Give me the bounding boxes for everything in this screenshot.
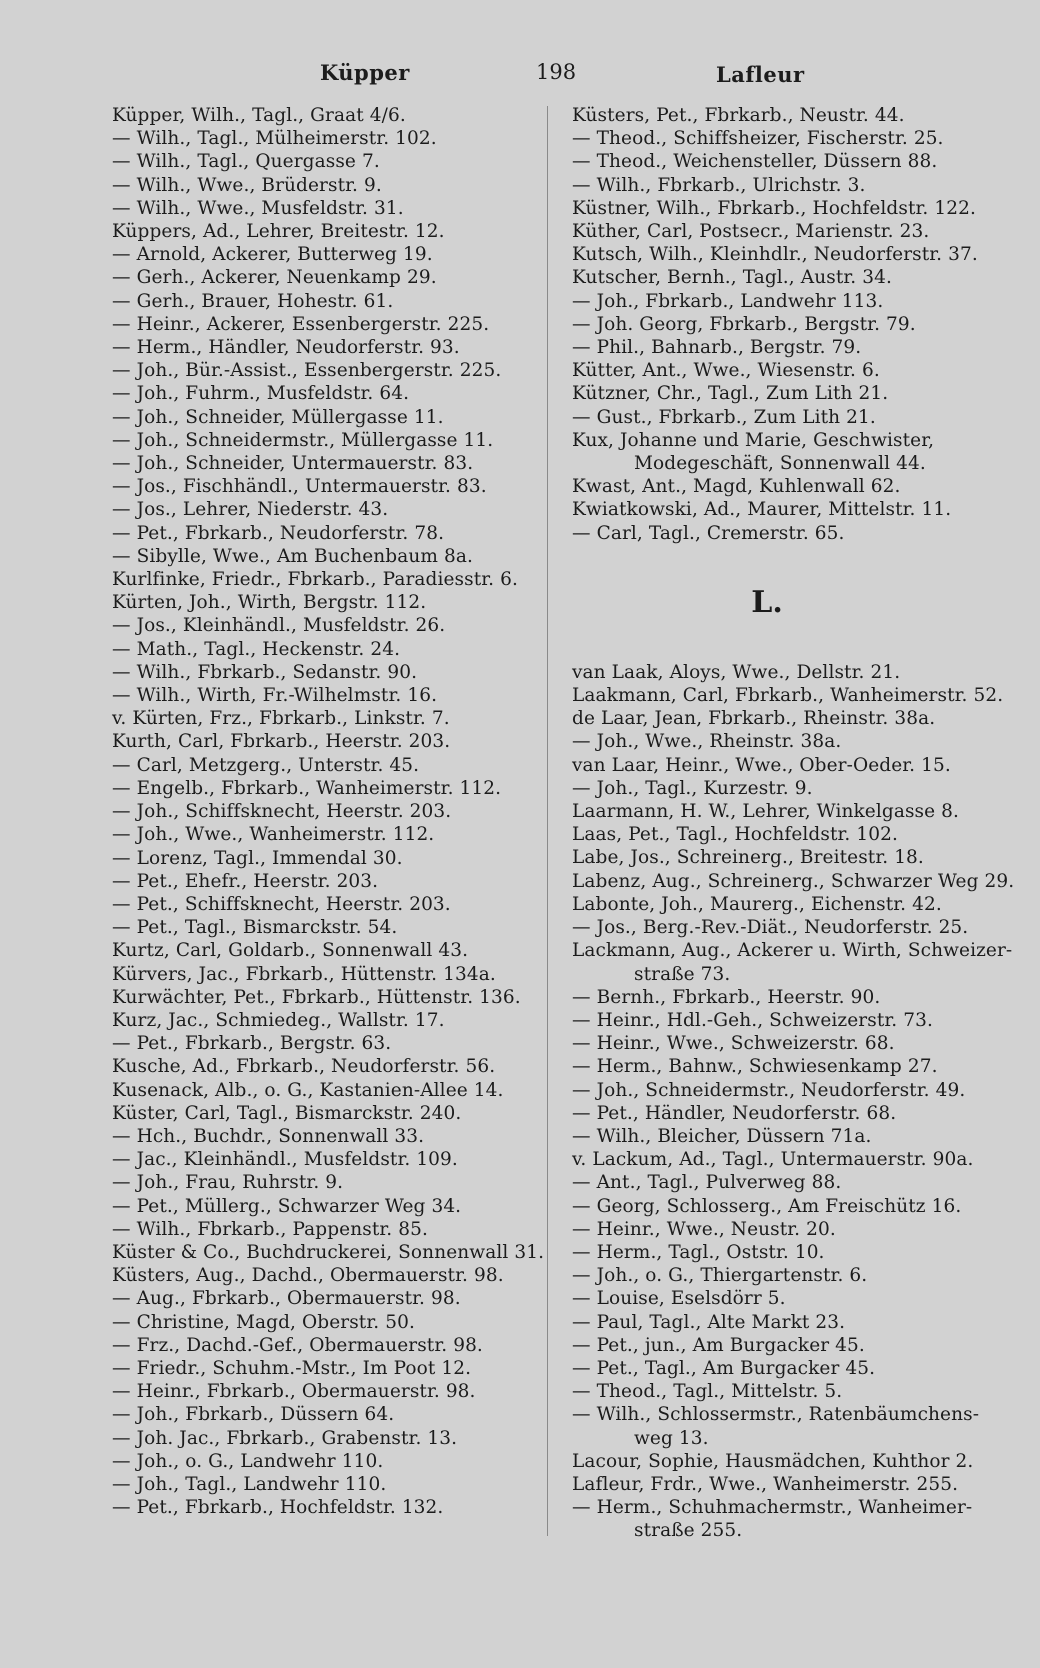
directory-entry: v. Kürten, Frz., Fbrkarb., Linkstr. 7. <box>112 708 450 730</box>
directory-entry: — Jos., Berg.-Rev.-Diät., Neudorferstr. 25. <box>572 917 969 939</box>
directory-entry: — Paul, Tagl., Alte Markt 23. <box>572 1311 846 1333</box>
directory-entry: Kürten, Joh., Wirth, Bergstr. 112. <box>112 592 427 614</box>
directory-entry: — Wilh., Fbrkarb., Ulrichstr. 3. <box>572 174 866 196</box>
left-column <box>112 104 544 1519</box>
directory-entry: Lackmann, Aug., Ackerer u. Wirth, Schweizer- <box>572 940 1013 962</box>
directory-entry: — Joh., Frau, Ruhrstr. 9. <box>112 1172 344 1194</box>
directory-entry: weg 13. <box>634 1427 709 1449</box>
directory-entry: — Hch., Buchdr., Sonnenwall 33. <box>112 1125 425 1147</box>
directory-entry: — Gust., Fbrkarb., Zum Lith 21. <box>572 406 876 428</box>
section-gap <box>572 545 1002 567</box>
directory-entry: — Wilh., Schlossermstr., Ratenbäumchens- <box>572 1404 980 1426</box>
directory-entry: Küther, Carl, Postsecr., Marienstr. 23. <box>572 221 930 243</box>
directory-entry: — Pet., Fbrkarb., Neudorferstr. 78. <box>112 522 445 544</box>
directory-entry: — Herm., Schuhmachermstr., Wanheimer- <box>572 1497 973 1519</box>
directory-entry: — Jac., Kleinhändl., Musfeldstr. 109. <box>112 1149 458 1171</box>
directory-entry: Kurth, Carl, Fbrkarb., Heerstr. 203. <box>112 731 451 753</box>
directory-entry: v. Lackum, Ad., Tagl., Untermauerstr. 90a. <box>572 1149 974 1171</box>
directory-entry: — Ant., Tagl., Pulverweg 88. <box>572 1172 842 1194</box>
directory-entry: Küster, Carl, Tagl., Bismarckstr. 240. <box>112 1102 462 1124</box>
directory-entry: — Heinr., Fbrkarb., Obermauerstr. 98. <box>112 1381 476 1403</box>
directory-entry: — Wilh., Tagl., Mülheimerstr. 102. <box>112 128 437 150</box>
directory-entry: — Aug., Fbrkarb., Obermauerstr. 98. <box>112 1288 461 1310</box>
directory-entry: — Friedr., Schuhm.-Mstr., Im Poot 12. <box>112 1357 472 1379</box>
directory-entry: — Joh., o. G., Landwehr 110. <box>112 1450 384 1472</box>
directory-entry: — Bernh., Fbrkarb., Heerstr. 90. <box>572 986 881 1008</box>
directory-entry: — Jos., Kleinhändl., Musfeldstr. 26. <box>112 615 446 637</box>
right-column-bottom <box>572 661 1015 1543</box>
directory-entry: — Wilh., Fbrkarb., Sedanstr. 90. <box>112 661 418 683</box>
directory-entry: — Gerh., Ackerer, Neuenkamp 29. <box>112 267 437 289</box>
directory-entry: Kütter, Ant., Wwe., Wiesenstr. 6. <box>572 360 880 382</box>
section-gap <box>572 639 1002 661</box>
running-head <box>0 56 1040 92</box>
directory-entry: — Joh., Schneidermstr., Neudorferstr. 49. <box>572 1079 966 1101</box>
directory-entry: Kürvers, Jac., Fbrkarb., Hüttenstr. 134a. <box>112 963 496 985</box>
directory-entry: Küpper, Wilh., Tagl., Graat 4/6. <box>112 105 406 126</box>
directory-entry: Kwast, Ant., Magd, Kuhlenwall 62. <box>572 476 901 498</box>
directory-entry: — Heinr., Wwe., Schweizerstr. 68. <box>572 1033 895 1055</box>
directory-entry: Laarmann, H. W., Lehrer, Winkelgasse 8. <box>572 801 960 823</box>
directory-entry: — Heinr., Wwe., Neustr. 20. <box>572 1218 836 1240</box>
directory-entry: Kux, Johanne und Marie, Geschwister, <box>572 429 935 451</box>
directory-entry: — Frz., Dachd.-Gef., Obermauerstr. 98. <box>112 1334 483 1356</box>
directory-entry: — Pet., Fbrkarb., Bergstr. 63. <box>112 1033 392 1055</box>
directory-entry: Kurz, Jac., Schmiedeg., Wallstr. 17. <box>112 1009 445 1031</box>
directory-entry: — Christine, Magd, Oberstr. 50. <box>112 1311 415 1333</box>
directory-entry: — Heinr., Hdl.-Geh., Schweizerstr. 73. <box>572 1009 933 1031</box>
column-divider <box>547 106 548 1536</box>
directory-entry: Kwiatkowski, Ad., Maurer, Mittelstr. 11. <box>572 499 952 521</box>
directory-entry: — Georg, Schlosserg., Am Freischütz 16. <box>572 1195 962 1217</box>
directory-entry: Labonte, Joh., Maurerg., Eichenstr. 42. <box>572 893 942 915</box>
directory-entry: — Phil., Bahnarb., Bergstr. 79. <box>572 337 862 359</box>
directory-entry: Lafleur, Frdr., Wwe., Wanheimerstr. 255. <box>572 1473 959 1495</box>
directory-entry: Küsters, Aug., Dachd., Obermauerstr. 98. <box>112 1265 504 1287</box>
directory-entry: — Pet., Tagl., Bismarckstr. 54. <box>112 917 398 939</box>
directory-entry: — Herm., Tagl., Oststr. 10. <box>572 1241 825 1263</box>
directory-entry: — Wilh., Bleicher, Düssern 71a. <box>572 1125 872 1147</box>
directory-entry: — Joh., Schiffsknecht, Heerstr. 203. <box>112 801 452 823</box>
directory-entry: — Joh., Fuhrm., Musfeldstr. 64. <box>112 383 410 405</box>
directory-entry: — Theod., Tagl., Mittelstr. 5. <box>572 1381 843 1403</box>
directory-entry: — Joh., o. G., Thiergartenstr. 6. <box>572 1265 868 1287</box>
directory-entry: Kutscher, Bernh., Tagl., Austr. 34. <box>572 267 892 289</box>
directory-entry: de Laar, Jean, Fbrkarb., Rheinstr. 38a. <box>572 708 936 730</box>
directory-entry: — Lorenz, Tagl., Immendal 30. <box>112 847 403 869</box>
directory-entry: — Gerh., Brauer, Hohestr. 61. <box>112 290 394 312</box>
directory-entry: — Pet., Ehefr., Heerstr. 203. <box>112 870 379 892</box>
directory-entry: — Jos., Fischhändl., Untermauerstr. 83. <box>112 476 487 498</box>
directory-entry: Labenz, Aug., Schreinerg., Schwarzer Weg 29. <box>572 870 1015 892</box>
directory-entry: — Joh., Schneidermstr., Müllergasse 11. <box>112 429 494 451</box>
directory-entry: — Joh., Bür.-Assist., Essenbergerstr. 225. <box>112 360 502 382</box>
directory-entry: — Wilh., Tagl., Quergasse 7. <box>112 151 380 173</box>
directory-entry: — Herm., Bahnw., Schwiesenkamp 27. <box>572 1056 938 1078</box>
directory-entry: — Joh., Wwe., Rheinstr. 38a. <box>572 731 842 753</box>
directory-entry: — Theod., Weichensteller, Düssern 88. <box>572 151 938 173</box>
directory-entry: — Joh., Tagl., Landwehr 110. <box>112 1473 387 1495</box>
directory-entry: — Arnold, Ackerer, Butterweg 19. <box>112 244 433 266</box>
directory-entry: Kusche, Ad., Fbrkarb., Neudorferstr. 56. <box>112 1056 496 1078</box>
directory-entry: Kusenack, Alb., o. G., Kastanien-Allee 14. <box>112 1079 504 1101</box>
section-letter-heading: L. <box>751 584 783 620</box>
directory-entry: — Wilh., Wwe., Brüderstr. 9. <box>112 174 382 196</box>
directory-entry: — Pet., jun., Am Burgacker 45. <box>572 1334 865 1356</box>
directory-entry: — Carl, Tagl., Cremerstr. 65. <box>572 522 845 544</box>
right-column-top <box>572 104 1002 545</box>
header-right-catchword: Lafleur <box>716 62 805 87</box>
directory-entry: Küppers, Ad., Lehrer, Breitestr. 12. <box>112 221 445 243</box>
directory-entry: — Joh., Fbrkarb., Landwehr 113. <box>572 290 884 312</box>
directory-entry: — Joh., Wwe., Wanheimerstr. 112. <box>112 824 435 846</box>
directory-entry: Lacour, Sophie, Hausmädchen, Kuhthor 2. <box>572 1450 974 1472</box>
directory-entry: Kurtz, Carl, Goldarb., Sonnenwall 43. <box>112 940 469 962</box>
directory-entry: — Joh., Tagl., Kurzestr. 9. <box>572 777 813 799</box>
header-left-catchword: Küpper <box>320 60 410 85</box>
directory-entry: — Wilh., Fbrkarb., Pappenstr. 85. <box>112 1218 428 1240</box>
directory-entry: Kurwächter, Pet., Fbrkarb., Hüttenstr. 136. <box>112 986 521 1008</box>
directory-entry: — Pet., Fbrkarb., Hochfeldstr. 132. <box>112 1497 444 1519</box>
directory-entry: straße 255. <box>634 1520 743 1542</box>
directory-entry: Labe, Jos., Schreinerg., Breitestr. 18. <box>572 847 924 869</box>
directory-entry: — Wilh., Wirth, Fr.-Wilhelmstr. 16. <box>112 685 438 707</box>
directory-entry: straße 73. <box>634 963 731 985</box>
directory-entry: — Pet., Schiffsknecht, Heerstr. 203. <box>112 893 451 915</box>
directory-entry: — Wilh., Wwe., Musfeldstr. 31. <box>112 197 404 219</box>
directory-entry: Laas, Pet., Tagl., Hochfeldstr. 102. <box>572 824 898 846</box>
directory-entry: Kützner, Chr., Tagl., Zum Lith 21. <box>572 383 889 405</box>
directory-entry: — Joh. Jac., Fbrkarb., Grabenstr. 13. <box>112 1427 458 1449</box>
directory-entry: — Joh., Schneider, Untermauerstr. 83. <box>112 453 474 475</box>
directory-entry: — Joh., Schneider, Müllergasse 11. <box>112 406 444 428</box>
directory-entry: Modegeschäft, Sonnenwall 44. <box>634 453 926 475</box>
directory-entry: — Jos., Lehrer, Niederstr. 43. <box>112 499 389 521</box>
directory-entry: — Sibylle, Wwe., Am Buchenbaum 8a. <box>112 545 473 567</box>
page-number: 198 <box>536 60 577 84</box>
directory-entry: — Carl, Metzgerg., Unterstr. 45. <box>112 754 420 776</box>
directory-entry: — Math., Tagl., Heckenstr. 24. <box>112 638 401 660</box>
directory-entry: — Theod., Schiffsheizer, Fischerstr. 25. <box>572 128 944 150</box>
directory-entry: van Laak, Aloys, Wwe., Dellstr. 21. <box>572 661 901 683</box>
directory-entry: Küstner, Wilh., Fbrkarb., Hochfeldstr. 122. <box>572 197 976 219</box>
directory-entry: Küster & Co., Buchdruckerei, Sonnenwall 31. <box>112 1241 545 1263</box>
directory-entry: Kurlfinke, Friedr., Fbrkarb., Paradiesstr. 6. <box>112 569 518 591</box>
directory-entry: — Pet., Händler, Neudorferstr. 68. <box>572 1102 897 1124</box>
directory-entry: — Pet., Tagl., Am Burgacker 45. <box>572 1357 876 1379</box>
directory-entry: — Louise, Eselsdörr 5. <box>572 1288 786 1310</box>
directory-entry: Kutsch, Wilh., Kleinhdlr., Neudorferstr. 37. <box>572 244 978 266</box>
directory-entry: Laakmann, Carl, Fbrkarb., Wanheimerstr. 52. <box>572 685 1004 707</box>
directory-entry: — Engelb., Fbrkarb., Wanheimerstr. 112. <box>112 777 502 799</box>
directory-entry: — Heinr., Ackerer, Essenbergerstr. 225. <box>112 313 490 335</box>
directory-entry: van Laar, Heinr., Wwe., Ober-Oeder. 15. <box>572 754 951 776</box>
directory-entry: — Joh., Fbrkarb., Düssern 64. <box>112 1404 395 1426</box>
directory-entry: Küsters, Pet., Fbrkarb., Neustr. 44. <box>572 105 905 126</box>
right-column <box>572 104 1015 1543</box>
directory-entry: — Herm., Händler, Neudorferstr. 93. <box>112 337 460 359</box>
directory-entry: — Pet., Müllerg., Schwarzer Weg 34. <box>112 1195 462 1217</box>
directory-entry: — Joh. Georg, Fbrkarb., Bergstr. 79. <box>572 313 916 335</box>
